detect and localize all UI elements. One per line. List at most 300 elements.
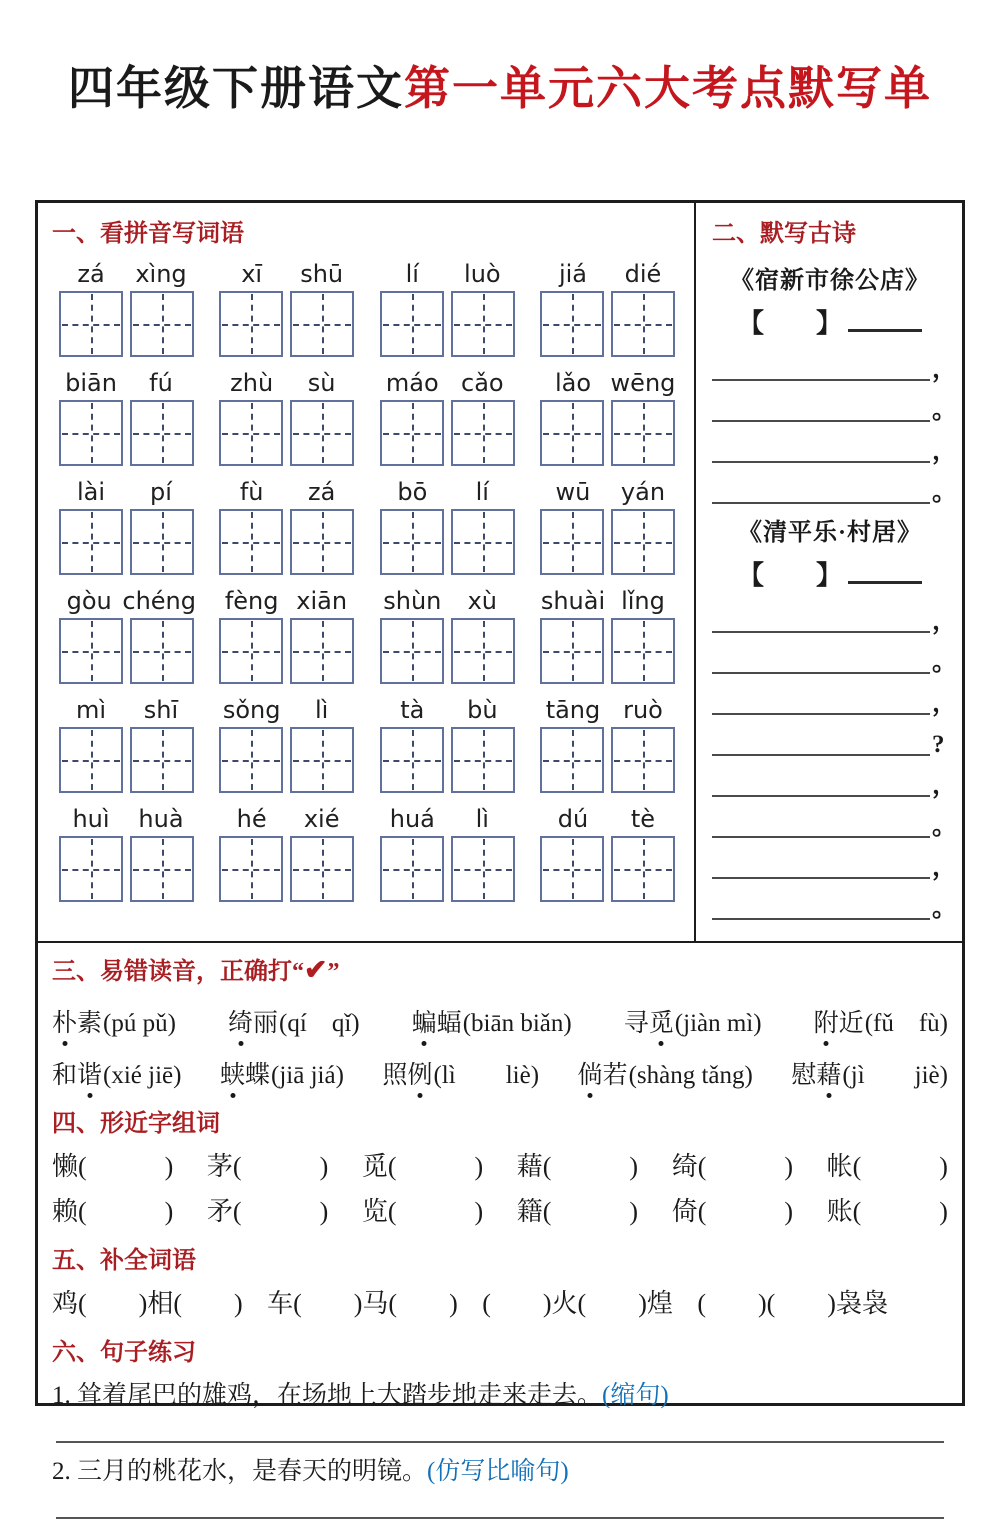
writing-box[interactable] xyxy=(59,509,123,575)
word-completion-item[interactable]: 车( )马( ) xyxy=(267,1289,458,1318)
answer-blank[interactable] xyxy=(712,674,930,715)
word-character: 藉 xyxy=(816,1055,841,1091)
pinyin-word-group xyxy=(56,805,196,902)
pinyin-syllables xyxy=(538,260,678,288)
writing-box[interactable] xyxy=(130,400,194,466)
writing-box-pair xyxy=(377,618,517,684)
pronunciation-item[interactable] xyxy=(382,1055,539,1091)
answer-blank[interactable] xyxy=(712,715,930,756)
poem-answer-line xyxy=(712,633,958,676)
pinyin-syllable: sǒng xyxy=(222,696,281,724)
pinyin-row xyxy=(52,805,682,902)
char-with-blank[interactable]: 绮( ) xyxy=(671,1152,794,1181)
word-character: 慰 xyxy=(791,1062,817,1089)
pinyin-word-group xyxy=(538,805,678,902)
writing-box-pair xyxy=(217,618,357,684)
writing-box-pair xyxy=(217,836,357,902)
pinyin-syllables xyxy=(217,369,357,397)
char-with-blank[interactable]: 藉( ) xyxy=(516,1152,639,1181)
pinyin-syllables xyxy=(377,369,517,397)
sentence-number: 1. xyxy=(52,1382,77,1409)
pinyin-syllable: wēng xyxy=(610,369,676,397)
sentence-exercises xyxy=(52,1375,948,1519)
pinyin-syllable: tè xyxy=(630,805,656,833)
exercise-hint: (缩句) xyxy=(602,1382,669,1409)
pinyin-syllable: hé xyxy=(236,805,267,833)
pinyin-word-group xyxy=(377,260,517,357)
writing-box[interactable] xyxy=(290,836,354,902)
writing-box-pair xyxy=(377,509,517,575)
writing-box-pair xyxy=(56,400,196,466)
pinyin-choices: (lì liè) xyxy=(433,1062,540,1089)
answer-blank[interactable] xyxy=(712,797,930,838)
pinyin-syllable: luò xyxy=(464,260,501,288)
writing-box-pair xyxy=(217,727,357,793)
pronunciation-item[interactable] xyxy=(791,1055,948,1091)
poem-answer-line xyxy=(712,756,958,799)
writing-box[interactable] xyxy=(611,509,675,575)
writing-box[interactable] xyxy=(130,291,194,357)
line-punctuation: 。 xyxy=(932,396,958,424)
pinyin-syllable: pí xyxy=(150,478,172,506)
pinyin-syllables xyxy=(217,478,357,506)
word-character: 朴 xyxy=(52,1003,77,1039)
word-character: 和 xyxy=(52,1062,78,1089)
similar-char-row xyxy=(52,1146,948,1183)
pinyin-syllable: ruò xyxy=(623,696,663,724)
poem-answer-line xyxy=(712,592,958,635)
pinyin-syllable: fèng xyxy=(224,587,279,615)
author-bracket: 【 】 xyxy=(737,309,842,338)
poem-answer-line xyxy=(712,422,958,465)
poem-byline xyxy=(712,303,948,340)
pinyin-syllables xyxy=(56,260,196,288)
pronunciation-rows xyxy=(52,1003,948,1091)
complete-words-row xyxy=(52,1283,948,1320)
line-punctuation: ， xyxy=(932,771,958,799)
pinyin-syllables xyxy=(56,587,196,615)
poem-answer-line xyxy=(712,674,958,717)
line-punctuation: ， xyxy=(932,355,958,383)
author-bracket: 【 】 xyxy=(737,561,842,590)
poem-blanks xyxy=(712,252,958,922)
pinyin-word-group xyxy=(217,805,357,902)
pronunciation-item[interactable] xyxy=(220,1055,344,1091)
answer-blank[interactable] xyxy=(712,381,930,422)
writing-box[interactable] xyxy=(380,836,444,902)
pinyin-syllables xyxy=(377,587,517,615)
pronunciation-item[interactable] xyxy=(814,1003,948,1039)
pinyin-syllable: cǎo xyxy=(461,369,504,397)
writing-box-pair xyxy=(56,509,196,575)
writing-box[interactable] xyxy=(380,727,444,793)
word-character: 蛱 xyxy=(220,1055,245,1091)
pinyin-row xyxy=(52,478,682,575)
pinyin-syllables xyxy=(377,696,517,724)
pronunciation-item[interactable] xyxy=(52,1003,176,1039)
writing-box[interactable] xyxy=(451,291,515,357)
pinyin-syllables xyxy=(538,696,678,724)
section4-heading: 四、形近字组词 xyxy=(52,1111,220,1137)
writing-box[interactable] xyxy=(451,727,515,793)
bottom-area xyxy=(38,943,962,1519)
answer-blank[interactable] xyxy=(712,592,930,633)
poem-answer-line xyxy=(712,797,958,840)
writing-box-pair xyxy=(56,291,196,357)
pronunciation-item[interactable] xyxy=(228,1003,360,1039)
pinyin-syllable: máo xyxy=(385,369,439,397)
line-punctuation: 。 xyxy=(932,894,958,922)
pinyin-syllable: chéng xyxy=(122,587,196,615)
word-character: 蝙 xyxy=(412,1003,437,1039)
writing-box-pair xyxy=(377,400,517,466)
pinyin-choices: (fǔ fù) xyxy=(864,1010,948,1037)
pinyin-choices: (jì jiè) xyxy=(842,1062,948,1089)
writing-box[interactable] xyxy=(219,291,283,357)
writing-box[interactable] xyxy=(540,836,604,902)
writing-box[interactable] xyxy=(59,727,123,793)
writing-box-pair xyxy=(538,291,678,357)
writing-box[interactable] xyxy=(130,727,194,793)
section-poems xyxy=(696,203,962,941)
pinyin-syllables xyxy=(217,805,357,833)
pinyin-word-group xyxy=(377,696,517,793)
writing-box-pair xyxy=(377,727,517,793)
char-with-blank[interactable]: 矛( ) xyxy=(206,1197,329,1226)
writing-box-pair xyxy=(538,618,678,684)
char-with-blank[interactable]: 账( ) xyxy=(826,1197,948,1226)
pinyin-syllable: huá xyxy=(389,805,435,833)
writing-box[interactable] xyxy=(380,291,444,357)
writing-box[interactable] xyxy=(290,509,354,575)
sentence-item xyxy=(52,1375,948,1411)
sentence-item xyxy=(52,1451,948,1487)
word-character: 若 xyxy=(602,1062,628,1089)
writing-box[interactable] xyxy=(380,618,444,684)
word-character: 倘 xyxy=(578,1055,603,1091)
char-with-blank[interactable]: 茅( ) xyxy=(206,1152,329,1181)
writing-box[interactable] xyxy=(59,400,123,466)
pinyin-word-group xyxy=(56,587,196,684)
pinyin-syllable: zá xyxy=(77,260,105,288)
author-blank[interactable] xyxy=(848,312,922,332)
pinyin-choices: (xié jiē) xyxy=(103,1062,182,1089)
pinyin-word-group xyxy=(217,369,357,466)
poem-block xyxy=(712,260,958,506)
word-character: 素 xyxy=(77,1010,103,1037)
pinyin-row xyxy=(52,587,682,684)
word-character: 谐 xyxy=(77,1055,102,1091)
pinyin-syllable: lài xyxy=(76,478,106,506)
writing-box-pair xyxy=(538,400,678,466)
writing-box-pair xyxy=(56,727,196,793)
line-punctuation: ， xyxy=(932,853,958,881)
pinyin-syllable: huà xyxy=(138,805,184,833)
pinyin-word-group xyxy=(538,696,678,793)
section6-heading: 六、句子练习 xyxy=(52,1340,196,1366)
pinyin-grid xyxy=(52,260,682,902)
writing-box[interactable] xyxy=(380,509,444,575)
pinyin-syllables xyxy=(538,587,678,615)
pinyin-row xyxy=(52,260,682,357)
word-character: 近 xyxy=(838,1010,864,1037)
author-blank[interactable] xyxy=(848,564,922,584)
pinyin-word-group xyxy=(217,587,357,684)
writing-box-pair xyxy=(377,291,517,357)
char-with-blank[interactable]: 觅( ) xyxy=(361,1152,484,1181)
word-completion-item[interactable]: ( )火( )煌 xyxy=(482,1289,673,1318)
line-punctuation: ， xyxy=(932,437,958,465)
checkmark-icon: ✔ xyxy=(304,955,328,986)
pinyin-choices: (biān biǎn) xyxy=(462,1010,572,1037)
pinyin-syllables xyxy=(56,478,196,506)
similar-char-rows xyxy=(52,1146,948,1228)
pinyin-syllable: jiá xyxy=(558,260,587,288)
pinyin-syllable: shùn xyxy=(383,587,442,615)
writing-box[interactable] xyxy=(130,618,194,684)
pinyin-row xyxy=(52,369,682,466)
answer-blank[interactable] xyxy=(712,340,930,381)
pronunciation-item[interactable] xyxy=(624,1003,762,1039)
pinyin-syllable: shū xyxy=(300,260,344,288)
pronunciation-item[interactable] xyxy=(52,1055,181,1091)
pinyin-word-group xyxy=(377,478,517,575)
pinyin-syllables xyxy=(56,696,196,724)
pinyin-syllable: lǐng xyxy=(621,587,665,615)
poem-title: 《清平乐·村居》 xyxy=(737,520,922,546)
pinyin-row xyxy=(52,696,682,793)
writing-box[interactable] xyxy=(290,618,354,684)
section-pinyin xyxy=(38,203,696,941)
writing-box[interactable] xyxy=(611,727,675,793)
writing-box[interactable] xyxy=(380,400,444,466)
pinyin-syllable: mì xyxy=(75,696,107,724)
writing-box[interactable] xyxy=(540,291,604,357)
page-title-red: 第一单元六大考点默写单 xyxy=(404,63,932,114)
section2-heading: 二、默写古诗 xyxy=(712,221,856,247)
pinyin-syllable: yán xyxy=(620,478,666,506)
section1-heading: 一、看拼音写词语 xyxy=(52,221,244,247)
word-character: 例 xyxy=(407,1055,432,1091)
pinyin-syllable: zhù xyxy=(230,369,274,397)
pinyin-word-group xyxy=(56,260,196,357)
line-punctuation: 。 xyxy=(932,812,958,840)
pinyin-syllable: dú xyxy=(557,805,589,833)
writing-box[interactable] xyxy=(219,618,283,684)
sentence-text: 三月的桃花水，是春天的明镜。 xyxy=(77,1458,428,1485)
pinyin-syllables xyxy=(538,805,678,833)
writing-box[interactable] xyxy=(59,618,123,684)
pinyin-syllable: shuài xyxy=(540,587,606,615)
pinyin-word-group xyxy=(377,369,517,466)
pinyin-word-group xyxy=(217,478,357,575)
pinyin-word-group xyxy=(377,805,517,902)
pronunciation-row xyxy=(52,1055,948,1091)
pinyin-choices: (pú pǔ) xyxy=(103,1010,176,1037)
char-with-blank[interactable]: 赖( ) xyxy=(52,1197,174,1226)
section3-heading: 三、易错读音，正确打“✔” xyxy=(52,955,340,986)
pinyin-word-group xyxy=(538,478,678,575)
pinyin-syllables xyxy=(377,805,517,833)
section5-heading: 五、补全词语 xyxy=(52,1248,196,1274)
pinyin-word-group xyxy=(538,369,678,466)
pinyin-syllables xyxy=(56,805,196,833)
pinyin-syllable: lí xyxy=(475,478,489,506)
writing-box[interactable] xyxy=(130,836,194,902)
pinyin-syllable: xī xyxy=(241,260,263,288)
pinyin-syllable: xié xyxy=(303,805,340,833)
poem-answer-line xyxy=(712,879,958,922)
line-punctuation: ? xyxy=(932,730,945,758)
writing-box[interactable] xyxy=(451,618,515,684)
pinyin-syllable: fú xyxy=(149,369,173,397)
line-punctuation: 。 xyxy=(932,648,958,676)
word-character: 照 xyxy=(382,1062,408,1089)
poem-byline xyxy=(712,555,948,592)
pinyin-syllables xyxy=(217,587,357,615)
word-character: 丽 xyxy=(253,1010,279,1037)
pinyin-word-group xyxy=(377,587,517,684)
pinyin-syllable: wū xyxy=(555,478,591,506)
answer-blank[interactable] xyxy=(712,422,930,463)
word-character: 寻 xyxy=(623,1010,649,1037)
word-character: 觅 xyxy=(649,1003,674,1039)
word-character: 附 xyxy=(814,1003,839,1039)
writing-box-pair xyxy=(538,836,678,902)
writing-box[interactable] xyxy=(611,618,675,684)
pinyin-syllable: xù xyxy=(467,587,498,615)
writing-box[interactable] xyxy=(611,836,675,902)
writing-box-pair xyxy=(56,618,196,684)
answer-blank[interactable] xyxy=(712,838,930,879)
pinyin-syllable: tà xyxy=(400,696,425,724)
writing-box-pair xyxy=(377,836,517,902)
pinyin-word-group xyxy=(56,696,196,793)
pinyin-choices: (jiā jiá) xyxy=(271,1062,344,1089)
exercise-hint: (仿写比喻句) xyxy=(427,1458,569,1485)
writing-box-pair xyxy=(538,727,678,793)
worksheet-frame xyxy=(35,200,965,1485)
pinyin-syllables xyxy=(56,369,196,397)
writing-box[interactable] xyxy=(540,509,604,575)
pinyin-syllables xyxy=(377,260,517,288)
char-with-blank[interactable]: 帐( ) xyxy=(826,1152,948,1181)
pinyin-word-group xyxy=(538,260,678,357)
word-character: 蝠 xyxy=(436,1010,462,1037)
char-with-blank[interactable]: 倚( ) xyxy=(671,1197,794,1226)
writing-box-pair xyxy=(56,836,196,902)
pinyin-choices: (qí qǐ) xyxy=(279,1010,360,1037)
writing-box[interactable] xyxy=(451,509,515,575)
word-character: 绮 xyxy=(228,1003,253,1039)
pinyin-word-group xyxy=(538,587,678,684)
pinyin-syllable: sù xyxy=(307,369,336,397)
answer-blank[interactable] xyxy=(712,756,930,797)
line-punctuation: ， xyxy=(932,689,958,717)
writing-box[interactable] xyxy=(130,509,194,575)
pinyin-syllable: biān xyxy=(65,369,117,397)
pronunciation-item[interactable] xyxy=(578,1055,753,1091)
pronunciation-item[interactable] xyxy=(412,1003,572,1039)
page-title-black: 四年级下册语文 xyxy=(68,63,404,114)
writing-box[interactable] xyxy=(219,727,283,793)
answer-blank[interactable] xyxy=(712,463,930,504)
pinyin-word-group xyxy=(56,369,196,466)
pinyin-syllable: bō xyxy=(397,478,428,506)
word-character: 蝶 xyxy=(245,1062,271,1089)
answer-blank[interactable] xyxy=(712,879,930,920)
pinyin-syllable: xiān xyxy=(296,587,348,615)
poem-answer-line xyxy=(712,463,958,506)
pinyin-syllables xyxy=(538,369,678,397)
word-completion-item[interactable]: 鸡( )相( ) xyxy=(52,1289,243,1318)
writing-box[interactable] xyxy=(611,291,675,357)
writing-box[interactable] xyxy=(611,400,675,466)
pinyin-syllable: fù xyxy=(239,478,264,506)
pinyin-word-group xyxy=(217,260,357,357)
top-area xyxy=(38,203,962,943)
writing-box[interactable] xyxy=(219,836,283,902)
pinyin-syllables xyxy=(538,478,678,506)
pinyin-syllable: lí xyxy=(405,260,419,288)
sentence-answer-line[interactable] xyxy=(56,1441,944,1443)
pinyin-syllable: zá xyxy=(308,478,336,506)
writing-box[interactable] xyxy=(540,727,604,793)
writing-box[interactable] xyxy=(540,618,604,684)
pinyin-syllable: lì xyxy=(475,805,489,833)
writing-box[interactable] xyxy=(59,291,123,357)
poem-answer-line xyxy=(712,340,958,383)
poem-answer-line xyxy=(712,715,948,756)
sentence-text: 耸着尾巴的雄鸡，在场地上大踏步地走来走去。 xyxy=(77,1382,603,1409)
poem-answer-line xyxy=(712,838,958,881)
writing-box[interactable] xyxy=(540,400,604,466)
pinyin-syllable: shī xyxy=(143,696,179,724)
writing-box[interactable] xyxy=(219,400,283,466)
pinyin-choices: (shàng tǎng) xyxy=(628,1062,753,1089)
writing-box[interactable] xyxy=(59,836,123,902)
poem-answer-line xyxy=(712,381,958,424)
pinyin-syllables xyxy=(217,696,357,724)
poem-title: 《宿新市徐公店》 xyxy=(730,268,930,294)
writing-box-pair xyxy=(217,509,357,575)
pinyin-word-group xyxy=(56,478,196,575)
writing-box[interactable] xyxy=(451,400,515,466)
pinyin-syllable: xìng xyxy=(135,260,187,288)
pinyin-syllable: lǎo xyxy=(554,369,591,397)
pinyin-syllables xyxy=(217,260,357,288)
pinyin-syllable: lì xyxy=(314,696,329,724)
pinyin-choices: (jiàn mì) xyxy=(674,1010,762,1037)
pinyin-word-group xyxy=(217,696,357,793)
writing-box[interactable] xyxy=(290,727,354,793)
char-with-blank[interactable]: 览( ) xyxy=(361,1197,484,1226)
pinyin-syllables xyxy=(377,478,517,506)
pronunciation-row xyxy=(52,1003,948,1039)
similar-char-row xyxy=(52,1191,948,1228)
pinyin-syllable: dié xyxy=(624,260,662,288)
writing-box-pair xyxy=(538,509,678,575)
writing-box[interactable] xyxy=(290,291,354,357)
writing-box[interactable] xyxy=(290,400,354,466)
char-with-blank[interactable]: 懒( ) xyxy=(52,1152,174,1181)
writing-box[interactable] xyxy=(451,836,515,902)
char-with-blank[interactable]: 籍( ) xyxy=(516,1197,639,1226)
writing-box[interactable] xyxy=(219,509,283,575)
word-completion-item[interactable]: ( )( )袅袅 xyxy=(697,1289,888,1318)
answer-blank[interactable] xyxy=(712,633,930,674)
pinyin-syllable: bù xyxy=(467,696,498,724)
